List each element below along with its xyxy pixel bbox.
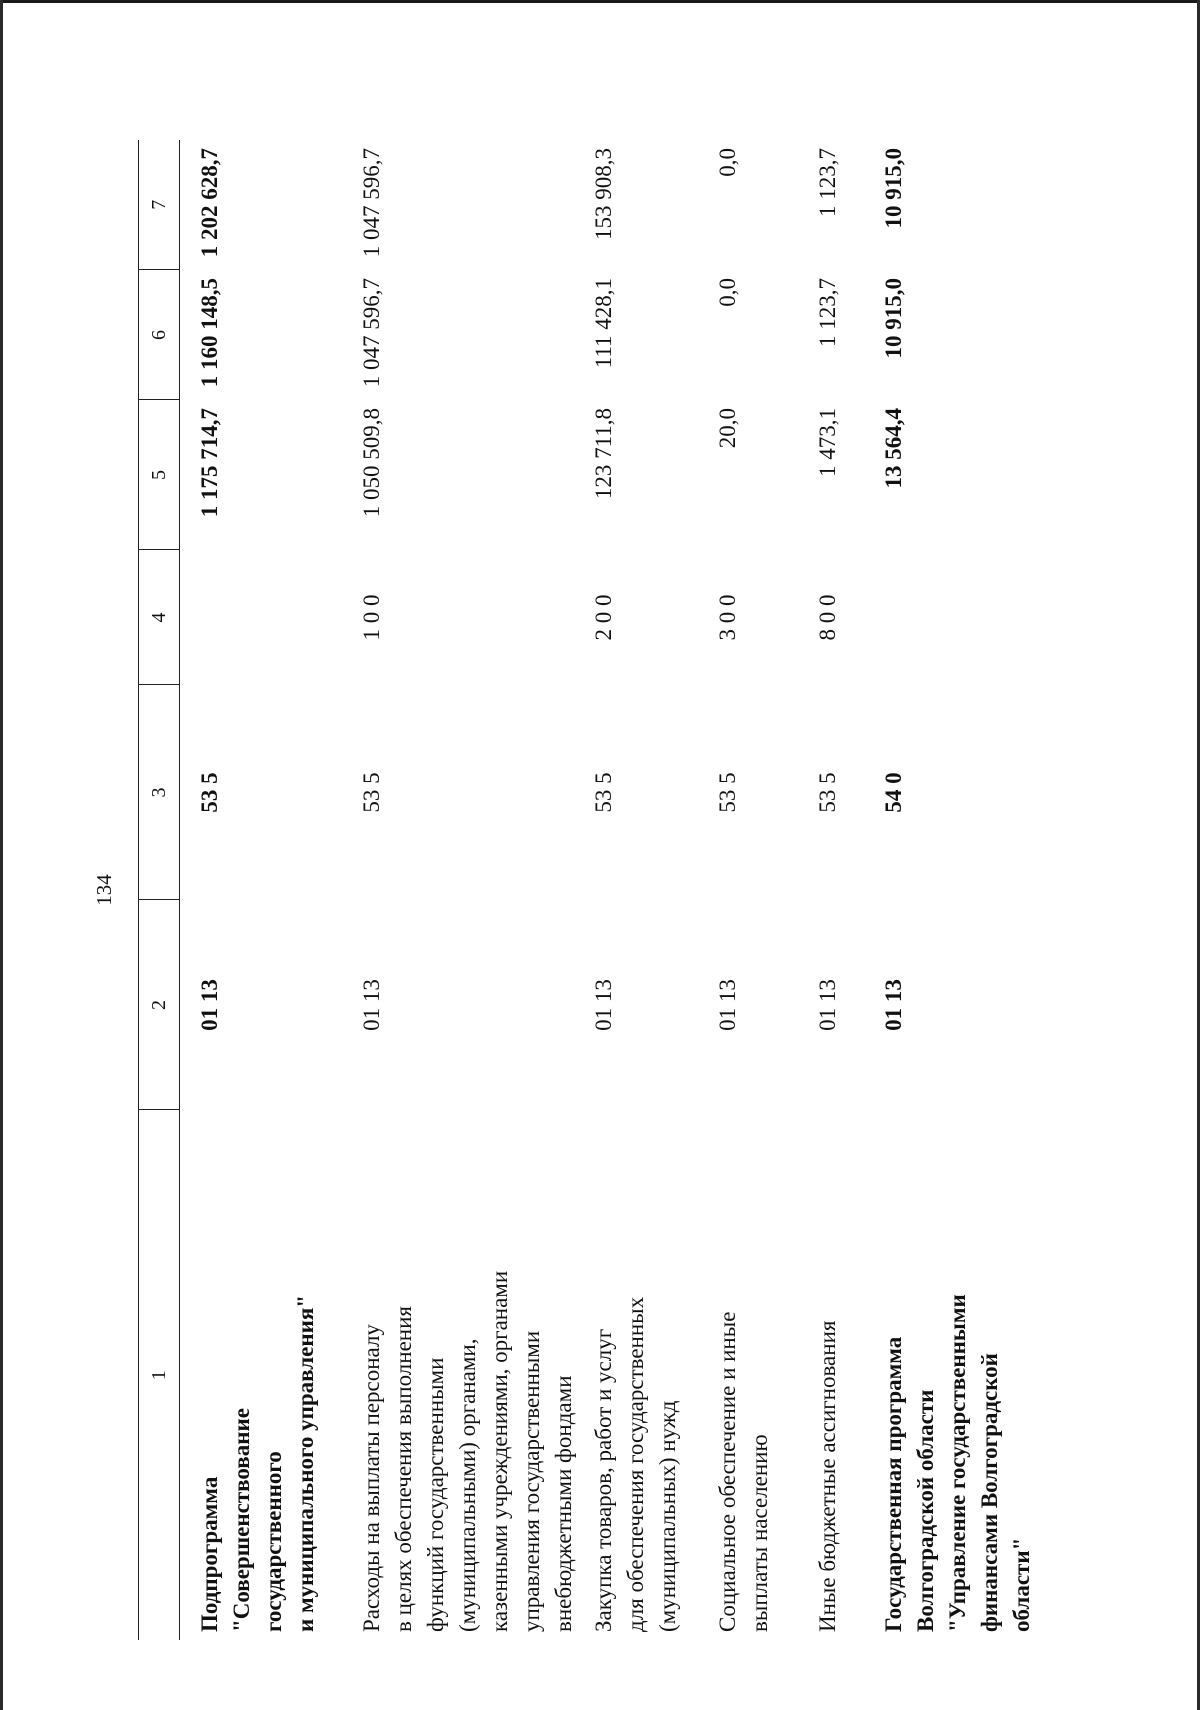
row-name-line: Расходы на выплаты персоналу bbox=[359, 1324, 384, 1632]
target-code-cell: 53 5 bbox=[359, 772, 384, 813]
row-name-line: Государственная программа bbox=[881, 1336, 906, 1632]
row-name-line: области" bbox=[1009, 1537, 1034, 1632]
row-name-line: Подпрограмма bbox=[197, 1476, 222, 1632]
row-name-line: для обеспечения государственных bbox=[623, 1296, 648, 1632]
row-name-cell bbox=[180, 1110, 357, 1640]
value-col7-cell: 1 047 596,7 bbox=[359, 148, 384, 258]
row-name-cell bbox=[356, 1110, 588, 1640]
column-header-4: 4 bbox=[139, 550, 180, 685]
rotated-document-page bbox=[90, 140, 1140, 1640]
column-header-1: 1 bbox=[139, 1110, 180, 1640]
column-header-5: 5 bbox=[139, 400, 180, 550]
row-name-line: "Совершенствование bbox=[229, 1408, 254, 1632]
row-name-line: выплаты населению bbox=[747, 1434, 772, 1632]
target-code-cell: 54 0 bbox=[881, 772, 906, 813]
row-name-line: (муниципальными) органами, bbox=[455, 1338, 480, 1632]
row-name-line: государственного bbox=[261, 1451, 286, 1632]
table-row bbox=[588, 140, 712, 1640]
row-name-line: Волгоградской области bbox=[913, 1389, 938, 1632]
section-code-cell: 01 13 bbox=[591, 979, 616, 1031]
row-name-line: "Управление государственными bbox=[945, 1294, 970, 1632]
value-col7-cell: 1 123,7 bbox=[815, 148, 840, 217]
target-code-cell: 53 5 bbox=[197, 772, 222, 813]
row-name-line: финансами Волгоградской bbox=[977, 1353, 1002, 1632]
section-code-cell: 01 13 bbox=[197, 979, 222, 1031]
target-code-cell: 53 5 bbox=[591, 772, 616, 813]
row-name-line: внебюджетными фондами bbox=[551, 1375, 576, 1632]
row-name-cell bbox=[588, 1110, 712, 1640]
row-name-cell bbox=[878, 1110, 1038, 1640]
column-header-7: 7 bbox=[139, 140, 180, 270]
value-col6-cell: 10 915,0 bbox=[881, 278, 906, 359]
section-code-cell: 01 13 bbox=[359, 979, 384, 1031]
expense-type-cell: 2 0 0 bbox=[591, 594, 616, 641]
column-header-3: 3 bbox=[139, 685, 180, 900]
value-col6-cell: 111 428,1 bbox=[591, 278, 616, 369]
value-col7-cell: 0,0 bbox=[715, 148, 740, 177]
value-col5-cell: 20,0 bbox=[715, 408, 740, 449]
section-code-cell: 01 13 bbox=[715, 979, 740, 1031]
table-row bbox=[812, 140, 878, 1640]
scan-edge-left bbox=[0, 0, 3, 1710]
row-name-line: (муниципальных) нужд bbox=[655, 1400, 680, 1632]
value-col5-cell: 123 711,8 bbox=[591, 408, 616, 500]
expense-type-cell: 1 0 0 bbox=[359, 594, 384, 641]
value-col5-cell: 13 564,4 bbox=[881, 408, 906, 489]
value-col7-cell: 1 202 628,7 bbox=[197, 148, 222, 258]
target-code-cell: 53 5 bbox=[815, 772, 840, 813]
row-name-line: Закупка товаров, работ и услуг bbox=[591, 1328, 616, 1632]
value-col7-cell: 10 915,0 bbox=[881, 148, 906, 229]
expense-type-cell bbox=[878, 550, 1038, 685]
row-name-line: казенными учреждениями, органами bbox=[487, 1270, 512, 1632]
table-header-row bbox=[139, 140, 180, 1640]
expense-type-cell: 8 0 0 bbox=[815, 594, 840, 641]
value-col5-cell: 1 050 509,8 bbox=[359, 408, 384, 518]
row-name-line: Иные бюджетные ассигнования bbox=[815, 1320, 840, 1632]
row-name-line: управления государственными bbox=[519, 1330, 544, 1632]
expense-type-cell: 3 0 0 bbox=[715, 594, 740, 641]
section-code-cell: 01 13 bbox=[881, 979, 906, 1031]
target-code-cell: 53 5 bbox=[715, 772, 740, 813]
value-col5-cell: 1 175 714,7 bbox=[197, 408, 222, 518]
scan-edge-top bbox=[0, 0, 1200, 3]
column-header-2: 2 bbox=[139, 900, 180, 1110]
row-name-cell bbox=[712, 1110, 812, 1640]
row-name-line: в целях обеспечения выполнения bbox=[391, 1306, 416, 1632]
value-col6-cell: 0,0 bbox=[715, 278, 740, 307]
value-col6-cell: 1 123,7 bbox=[815, 278, 840, 347]
table-row bbox=[356, 140, 588, 1640]
table-row bbox=[878, 140, 1038, 1640]
value-col5-cell: 1 473,1 bbox=[815, 408, 840, 477]
table-row bbox=[180, 140, 357, 1640]
row-name-cell bbox=[812, 1110, 878, 1640]
value-col7-cell: 153 908,3 bbox=[591, 148, 616, 240]
table-row bbox=[712, 140, 812, 1640]
value-col6-cell: 1 047 596,7 bbox=[359, 278, 384, 388]
value-col6-cell: 1 160 148,5 bbox=[197, 278, 222, 388]
row-name-line: Социальное обеспечение и иные bbox=[715, 1311, 740, 1632]
budget-table bbox=[138, 140, 1038, 1640]
page-number: 134 bbox=[92, 874, 116, 906]
column-header-6: 6 bbox=[139, 270, 180, 400]
expense-type-cell bbox=[180, 550, 357, 685]
row-name-line: и муниципального управления" bbox=[293, 1294, 318, 1632]
row-name-line: функций государственными bbox=[423, 1357, 448, 1632]
section-code-cell: 01 13 bbox=[815, 979, 840, 1031]
